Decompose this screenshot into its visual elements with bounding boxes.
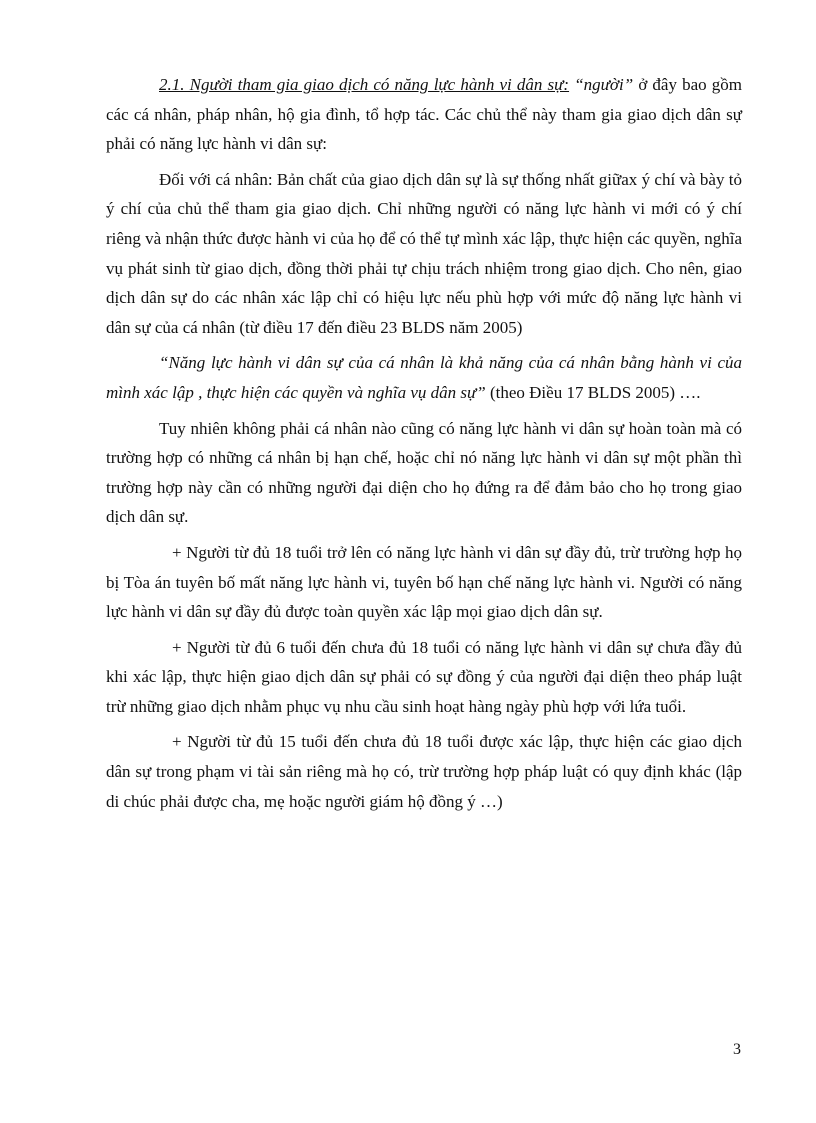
individual-paragraph: Đối với cá nhân: Bản chất của giao dịch dân sự là sự thống nhất giữax ý chí và bày tỏ ý chí của chủ thể tham gia giao dịch. Chỉ những người có năng lực hành vi mới có ý chí riêng và nhận thức được hành vi của họ để có thể tự mình xác lập, thực hiện các quyền, nghĩa vụ phát sinh từ giao dịch, đồng thời phải tự chịu trách nhiệm trong giao dịch. Cho nên, giao dịch dân sự do các nhân xác lập chỉ có hiệu lực nếu phù hợp với mức độ năng lực hành vi dân sự của cá nhân (từ điều 17 đến điều 23 BLDS năm 2005) bbox=[106, 169, 742, 337]
list-item: + Người từ đủ 6 tuổi đến chưa đủ 18 tuổi có năng lực hành vi dân sự chưa đầy đủ khi xác lập, thực hiện giao dịch dân sự phải có sự đồng ý của người đại diện theo pháp luật trừ những giao dịch nhằm phục vụ nhu cầu sinh hoạt hàng ngày phù hợp với lứa tuổi. bbox=[106, 637, 742, 716]
quoted-term: “người” bbox=[574, 75, 634, 94]
definition-source: (theo Điều 17 BLDS 2005) …. bbox=[485, 382, 701, 402]
however-paragraph: Tuy nhiên không phải cá nhân nào cũng có năng lực hành vi dân sự hoàn toàn mà có trường hợp có những cá nhân bị hạn chế, hoặc chỉ nó năng lực hành vi dân sự một phần thì trường hợp này cần có những người đại diện cho họ đứng ra để đảm bảo cho họ trong giao dịch dân sự. bbox=[106, 418, 742, 527]
list-item: + Người từ đủ 18 tuổi trở lên có năng lực hành vi dân sự đầy đủ, trừ trường hợp họ bị Tòa án tuyên bố mất năng lực hành vi, tuyên bố hạn chế năng lực hành vi. Người có năng lực hành vi dân sự đầy đủ được toàn quyền xác lập mọi giao dịch dân sự. bbox=[106, 542, 742, 622]
section-heading: 2.1. Người tham gia giao dịch có năng lực hành vi dân sự: bbox=[159, 75, 570, 94]
intro-paragraph bbox=[106, 70, 742, 159]
definition-quote: “Năng lực hành vi dân sự của cá nhân là khả năng của cá nhân bằng hành vi của mình xác lập , thực hiện các quyền và nghĩa vụ dân sự” bbox=[106, 353, 742, 402]
intro-text: ở đây bao gồm các cá nhân, pháp nhân, hộ gia đình, tổ hợp tác. Các chủ thể này tham gia giao dịch dân sự phải có năng lực hành vi dân sự: bbox=[106, 75, 743, 154]
page-number: 3 bbox=[733, 1041, 741, 1058]
document-body bbox=[106, 70, 742, 822]
definition-paragraph bbox=[106, 348, 742, 407]
list-item: + Người từ đủ 15 tuổi đến chưa đủ 18 tuổi được xác lập, thực hiện các giao dịch dân sự trong phạm vi tài sản riêng mà họ có, trừ trường hợp pháp luật có quy định khác (lập di chúc phải được cha, mẹ hoặc người giám hộ đồng ý …) bbox=[106, 732, 742, 811]
